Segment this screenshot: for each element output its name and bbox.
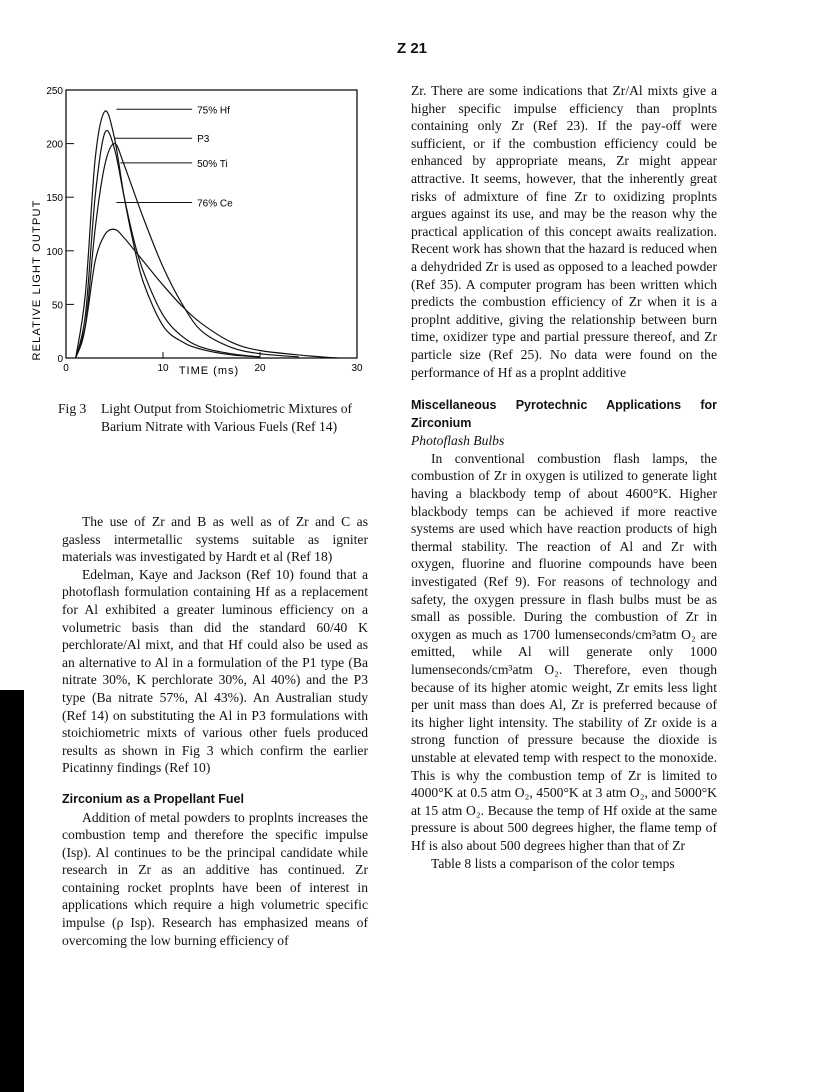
figure-caption [58,400,378,435]
x-tick-label: 20 [254,363,266,374]
plot-area [46,86,363,374]
figure-caption-text: Light Output from Stoichiometric Mixtures of Barium Nitrate with Various Fuels (Ref 14) [101,401,353,434]
right-para-2: In conventional combustion flash lamps, the combustion of Zr in oxygen is utilized to generate light having a blackbody temp of about 4600°K. Higher blackbody temps can be achieved if more reactive systems are used which have reaction products of high thermal stability. The reaction of Al and Zr with oxygen, fluorine and fluorine compounds have been investigated (Ref 9). For reasons of technology and safety, the oxygen pressure in flash bulbs must be as small as possible. During the combustion of Zr in oxygen as much as 1700 lumenseconds/cm³atm O₂ are emitted, while Al will generate only 1000 lumenseconds/cm³atm O₂. Therefore, even though because of its higher atomic weight, Zr emits less light per unit mass than does Al, Zr is preferred because of its higher light intensity. The stability of Zr oxide is a strong function of pressure because the dioxide is unstable at elevated temp with respect to the monoxide. This is why the combustion temp of Zr is limited to 4000°K at 0.5 atm O₂, 4500°K at 3 atm O₂, and 5000°K at 15 atm O₂. Because the temp of Hf oxide at the same pressure is about 500 degrees higher, the flame temp of Hf is also about 500 degrees higher than that of Zr [411,450,717,853]
x-axis-label: TIME (ms) [178,365,240,377]
left-column [62,513,368,949]
figure-label: Fig 3 [58,401,87,416]
y-tick-label: 250 [46,86,63,97]
series-label: 76% Ce [197,198,233,210]
misc-heading: Miscellaneous Pyrotechnic Applications for Zirconium [411,398,717,430]
curve-p3 [76,130,260,358]
series-label: P3 [197,134,210,146]
curve-76-ce [76,229,338,358]
scan-edge-bar [0,690,24,1092]
y-tick-label: 200 [46,139,63,151]
x-tick-label: 30 [351,363,363,374]
right-column [411,82,717,872]
curve-50-ti [76,144,299,358]
plot-frame [66,90,357,358]
left-para-1: The use of Zr and B as well as of Zr and C as gasless intermetallic systems suitable as igniter materials was investigated by Hardt et al (Ref 18) [62,514,368,565]
page-number: Z 21 [396,40,427,57]
y-axis-label: RELATIVE LIGHT OUTPUT [31,199,43,361]
right-para-1: Zr. There are some indications that Zr/Al mixts give a higher specific impulse efficiency than proplnts containing only Zr (Ref 23). If the pay-off were sufficient, or if the combustion efficiency could be enhanced by appropriate means, Zr might appear attractive. It seems, however, that the inherently great risks of admixture of fine Zr to oxidizing proplnts argues against its use, and may be the reason why the practical application of this concept awaits realization. Recent work has shown that the hazard is reduced when a dehydrided Zr is used as opposed to a leached powder (Ref 35). A computer program has been written which predicts the combustion efficiency of Zr when it is a proplnt additive, giving the relationship between burn time, oxidizer type and partial pressure thereof, and Zr particle size (Ref 25). No data were found on the performance of Hf as a proplnt additive [411,83,717,380]
series-label: 50% Ti [197,158,228,170]
propellant-heading: Zirconium as a Propellant Fuel [62,791,244,806]
x-tick-label: 0 [63,363,69,374]
left-para-2: Edelman, Kaye and Jackson (Ref 10) found that a photoflash formulation containing Hf as a replacement for Al exhibited a greater luminous efficiency on a volumetric basis than did the standard 60/40 K perchlorate/Al mixt, and that Hf could also be used as an alternative to Al in a formulation of the P1 type (Ba nitrate 30%, K perchlorate 30%, Al 40%) and the P3 type (Ba nitrate 57%, Al 43%). An Australian study (Ref 14) on substituting the Al in P3 formulations with stoichiometric mixts of various other fuels produced results as shown in Fig 3 which confirm the earlier Picatinny findings (Ref 10) [62,566,368,776]
curve-75-hf [76,111,260,358]
y-tick-label: 100 [46,246,63,258]
y-tick-label: 150 [46,193,63,205]
right-para-3: Table 8 lists a comparison of the color temps [431,855,675,871]
fig3-chart [24,80,376,385]
left-para-3: Addition of metal powders to proplnts increases the combustion temp and therefore the specific impulse (Isp). Al continues to be the principal candidate while research in Zr as an additive has continued. Zr containing rocket proplnts have been of interest in applications which require a high volumetric specific impulse (ρ Isp). Research has emphasized means of overcoming the low burning efficiency of [62,809,368,948]
x-tick-label: 10 [157,363,169,374]
y-tick-label: 50 [51,300,63,312]
photoflash-subheading: Photoflash Bulbs [411,433,505,449]
series-label: 75% Hf [197,105,230,117]
y-tick-label: 0 [57,354,63,365]
